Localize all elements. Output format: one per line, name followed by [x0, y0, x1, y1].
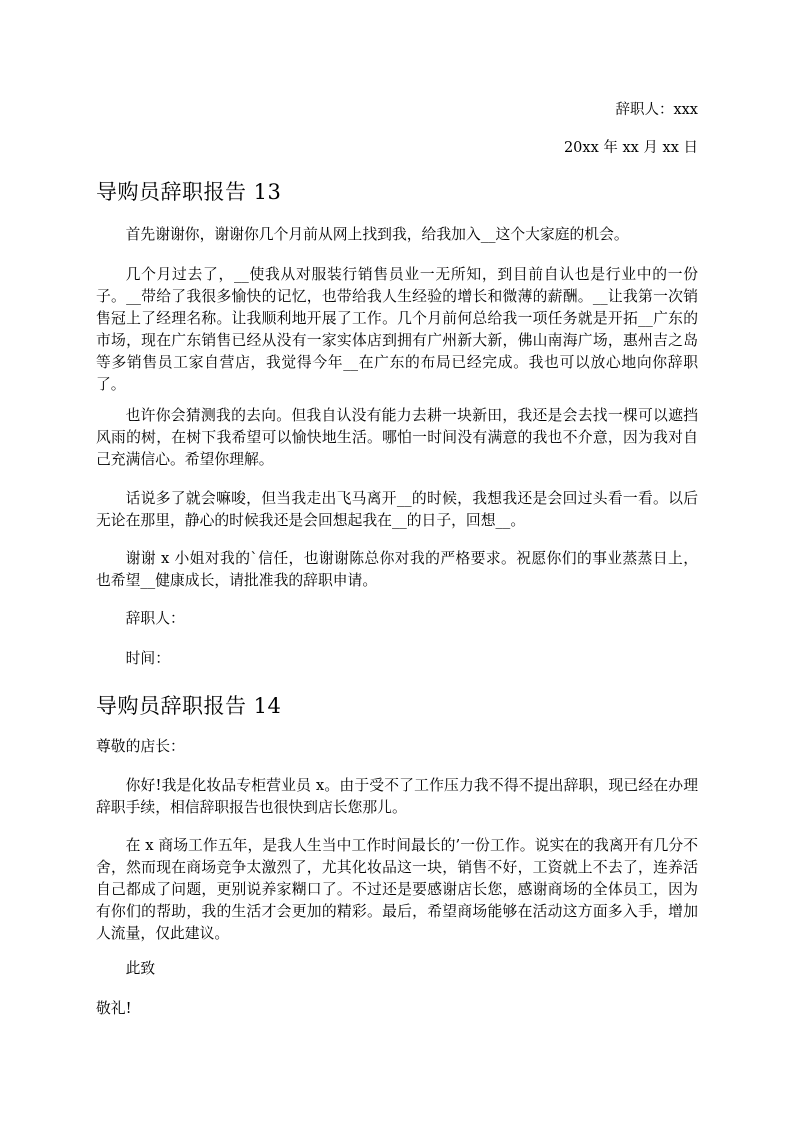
time-label: 时间： — [125, 650, 170, 667]
signature-name: 辞职人：xxx — [615, 102, 698, 118]
paragraph-thanks: 首先谢谢你，谢谢你几个月前从网上找到我，给我加入__这个大家庭的机会。 — [125, 226, 629, 243]
report-14-closing — [96, 998, 698, 1020]
paragraph-destination: 也许你会猜测我的去向。但我自认没有能力去耕一块新田，我还是会去找一棵可以遮挡风雨的树，在树下我希望可以愉快地生活。哪怕一时间没有满意的我也不介意，因为我对自己充满信心。希望你理解。 — [96, 407, 698, 468]
report-14-salutation — [96, 736, 698, 758]
paragraph-work: 在 x 商场工作五年，是我人生当中工作时间最长的’一份工作。说实在的我离开有几分不舍，然而现在商场竞争太激烈了，尤其化妆品这一块，销售不好，工资就上不去了，连养活自己都成了问题，更别说养家糊口了。不过还是要感谢店长您，感谢商场的全体员工，因为有你们的帮助，我的生活才会更加的精彩。最后，希望商场能够在活动这方面多入手，增加人流量，仅此建议。 — [96, 837, 698, 942]
report-13-paragraph — [96, 224, 698, 246]
paragraph-months: 几个月过去了，__使我从对服装行销售员业一无所知，到目前自认也是行业中的一份子。__带给了我很多愉快的记忆，也带给我人生经验的增长和微薄的薪酬。__让我第一次销售冠上了经理名称。让我顺利地开展了工作。几个月前何总给我一项任务就是开拓__广东的市场，现在广东销售已经从没有一家实体店到拥有广州新大新，佛山南海广场，惠州吉之岛等多销售员工家自营店，我觉得今年__在广东的布局已经完成。我也可以放心地向你辞职了。 — [96, 266, 698, 393]
report-14-paragraph — [96, 958, 698, 980]
report-14-paragraph — [96, 775, 698, 819]
report-13-paragraph — [96, 488, 698, 532]
report-14-paragraph — [96, 835, 698, 945]
paragraph-gratitude: 谢谢 x 小姐对我的`信任，也谢谢陈总你对我的严格要求。祝愿你们的事业蒸蒸日上，也希望__健康成长，请批准我的辞职申请。 — [96, 550, 698, 589]
signature-date: 20xx 年 xx 月 xx 日 — [563, 140, 698, 156]
report-13-paragraph — [96, 405, 698, 471]
report-13-time-label — [96, 648, 698, 670]
report-13-signature-label — [96, 608, 698, 630]
closing-jingli: 敬礼! — [96, 1000, 132, 1017]
signature-label: 辞职人： — [125, 610, 185, 627]
report-13-paragraph — [96, 264, 698, 396]
paragraph-look-back: 话说多了就会嘛唆，但当我走出飞马离开__的时候，我想我还是会回过头看一看。以后无论在那里，静心的时候我还是会回想起我在__的日子，回想__。 — [96, 490, 698, 529]
report-13-title: 导购员辞职报告 13 — [96, 180, 282, 204]
salutation: 尊敬的店长： — [96, 738, 185, 755]
report-14-title: 导购员辞职报告 14 — [96, 694, 282, 718]
closing-zhizhi: 此致 — [125, 960, 156, 977]
report-13-paragraph — [96, 548, 698, 592]
paragraph-intro: 你好!我是化妆品专柜营业员 x。由于受不了工作压力我不得不提出辞职，现已经在办理辞职手续，相信辞职报告也很快到店长您那儿。 — [96, 777, 698, 816]
